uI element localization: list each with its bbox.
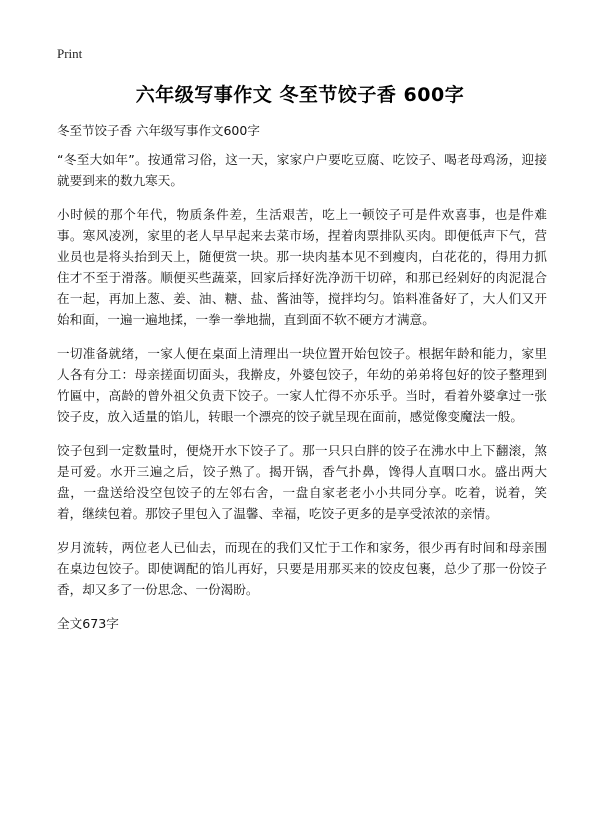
document-title: 六年级写事作文 冬至节饺子香 600字 (135, 84, 465, 106)
word-count: 全文673字 (57, 616, 119, 631)
paragraph-1: “冬至大如年”。按通常习俗，这一天，家家户户要吃豆腐、吃饺子、喝老母鸡汤，迎接就要到来的数九寒天。 (57, 152, 547, 188)
paragraph-3: 一切准备就绪，一家人便在桌面上清理出一块位置开始包饺子。根据年龄和能力，家里人各有分工：母亲搓面切面头，我擀皮，外婆包饺子，年幼的弟弟将包好的饺子整理到竹匾中，高龄的曾外祖父负责下饺子。一家人忙得不亦乐乎。当时，看着外婆拿过一张饺子皮，放入适量的馅儿，转眼一个漂亮的饺子就呈现在面前，感觉像变魔法一般。 (57, 346, 547, 424)
paragraph-5: 岁月流转，两位老人已仙去，而现在的我们又忙于工作和家务，很少再有时间和母亲围在桌边包饺子。即使调配的馅儿再好，只要是用那买来的饺皮包裹，总少了那一份饺子香，却又多了一份思念、一份渴盼。 (57, 540, 547, 597)
print-link[interactable]: Print (57, 46, 83, 61)
paragraph-2: 小时候的那个年代，物质条件差，生活艰苦，吃上一顿饺子可是件欢喜事，也是件难事。寒风凌冽，家里的老人早早起来去菜市场，捏着肉票排队买肉。即便低声下气，营业员也是将头抬到天上，随便赏一块。那一块肉基本见不到瘦肉，白花花的，得用力抓住才不至于滑落。顺便买些蔬菜，回家后择好洗净沥干切碎，和那已经剁好的肉泥混合在一起，再加上葱、姜、油、糖、盐、酱油等，搅拌均匀。馅料准备好了，大人们又开始和面，一遍一遍地揉，一拳一拳地揣，直到面不软不硬方才满意。 (57, 207, 547, 327)
paragraph-4: 饺子包到一定数量时，便烧开水下饺子了。那一只只白胖的饺子在沸水中上下翻滚，煞是可爱。水开三遍之后，饺子熟了。揭开锅，香气扑鼻，馋得人直咽口水。盛出两大盘，一盘送给没空包饺子的左邻右舍，一盘自家老老小小共同分享。吃着，说着，笑着，继续包着。那饺子里包入了温馨、幸福，吃饺子更多的是享受浓浓的亲情。 (57, 443, 547, 521)
document-subtitle: 冬至节饺子香 六年级写事作文600字 (57, 123, 260, 138)
article-body (57, 149, 547, 634)
